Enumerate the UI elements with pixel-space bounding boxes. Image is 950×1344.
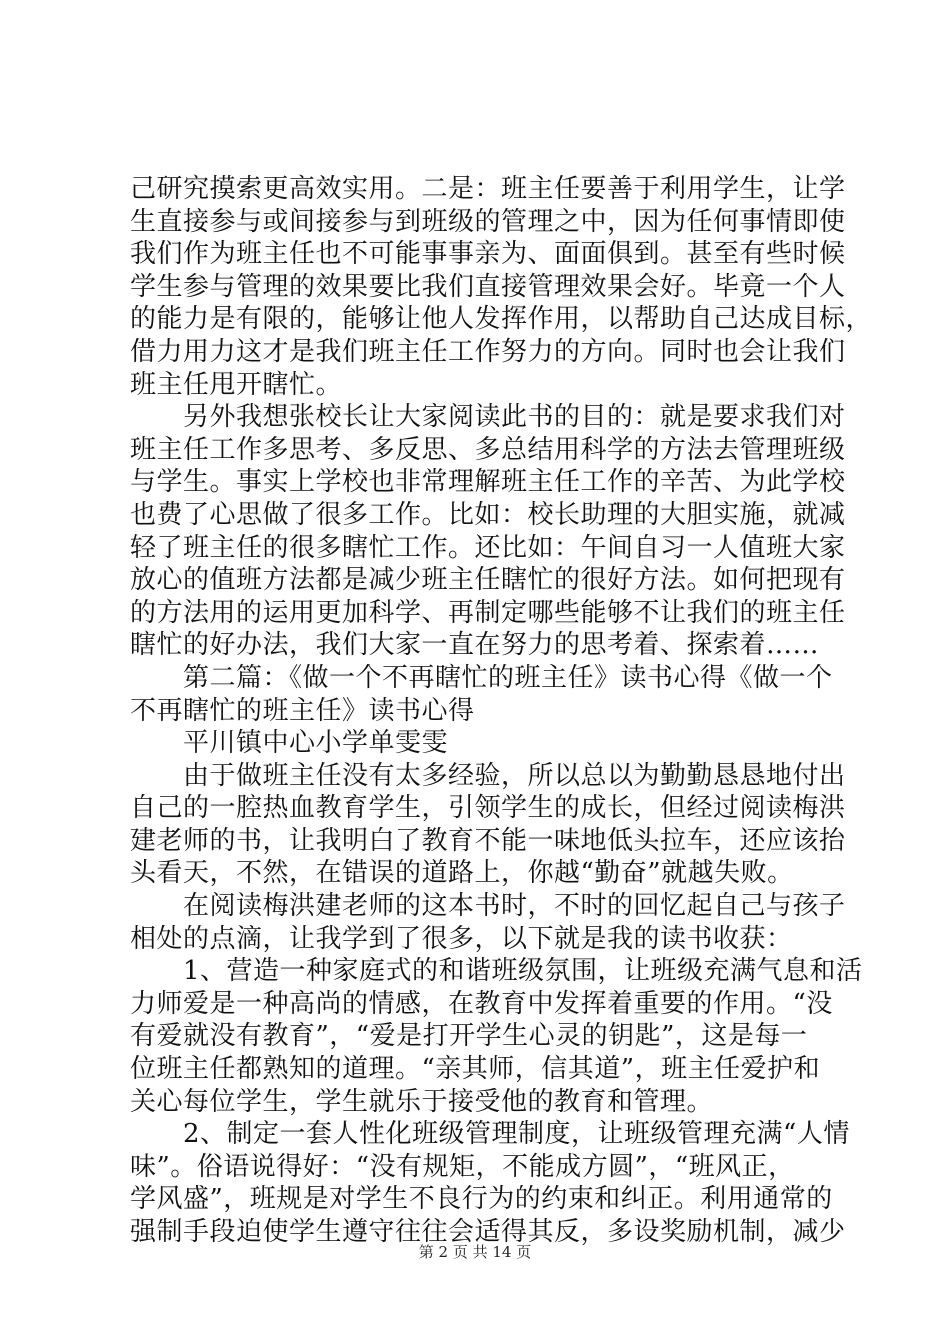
text-line: 班主任甩开瞎忙。: [130, 369, 343, 400]
text-line: 我们作为班主任也不可能事事亲为、面面俱到。甚至有些时候: [130, 239, 846, 270]
text-line: 己研究摸索更高效实用。二是：班主任要善于利用学生，让学: [130, 174, 846, 204]
text-line: 在阅读梅洪建老师的这本书时，不时的回忆起自己与孩子: [130, 891, 846, 922]
text-line: 强制手段迫使学生遵守往往会适得其反，多设奖励机制，减少: [130, 1217, 846, 1247]
page-footer: [0, 1240, 950, 1264]
text-line: 有爱就没有教育”，“爱是打开学生心灵的钥匙”，这是每一: [130, 1021, 808, 1052]
text-line: 学风盛”，班规是对学生不良行为的约束和纠正。利用通常的: [130, 1184, 833, 1215]
text-line: 借力用力这才是我们班主任工作努力的方向。同时也会让我们: [130, 336, 846, 367]
text-line: 关心每位学生，学生就乐于接受他的教育和管理。: [130, 1086, 714, 1117]
text-line: 与学生。事实上学校也非常理解班主任工作的辛苦、为此学校: [130, 467, 846, 498]
text-line: 另外我想张校长让大家阅读此书的目的：就是要求我们对: [130, 402, 846, 433]
text-line: 的方法用的运用更加科学、再制定哪些能够不让我们的班主任: [130, 597, 846, 628]
text-line: 也费了心思做了很多工作。比如：校长助理的大胆实施，就减: [130, 499, 846, 530]
text-line: 轻了班主任的很多瞎忙工作。还比如：午间自习一人值班大家: [130, 532, 846, 563]
text-line: 建老师的书，让我明白了教育不能一味地低头拉车，还应该抬: [130, 825, 846, 856]
text-line: 的能力是有限的，能够让他人发挥作用，以帮助自己达成目标，: [130, 304, 873, 335]
section-heading-line: 不再瞎忙的班主任》读书心得: [130, 695, 475, 726]
text-line: 1、营造一种家庭式的和谐班级氛围，让班级充满气息和活: [130, 956, 863, 987]
text-line: 2、制定一套人性化班级管理制度，让班级管理充满“人情: [130, 1119, 850, 1150]
text-line: 力师爱是一种高尚的情感，在教育中发挥着重要的作用。“没: [130, 988, 833, 1019]
document-body: [130, 173, 873, 1249]
text-line: 味”。俗语说得好：“没有规矩，不能成方圆”，“班风正，: [130, 1151, 795, 1182]
text-line: 自己的一腔热血教育学生，引领学生的成长，但经过阅读梅洪: [130, 793, 846, 824]
text-line: 生直接参与或间接参与到班级的管理之中，因为任何事情即使: [130, 206, 846, 237]
text-line: 头看天，不然，在错误的道路上，你越“勤奋”就越失败。: [130, 858, 794, 889]
text-line: 放心的值班方法都是减少班主任瞎忙的很好方法。如何把现有: [130, 565, 846, 596]
text-line: 由于做班主任没有太多经验，所以总以为勤勤恳恳地付出: [130, 760, 846, 791]
page-number: 第 2 页 共 14 页: [418, 1243, 532, 1261]
text-line: 班主任工作多思考、多反思、多总结用科学的方法去管理班级: [130, 434, 846, 465]
section-heading-line: 第二篇：《做一个不再瞎忙的班主任》读书心得《做一个: [130, 662, 833, 693]
text-line: 相处的点滴，让我学到了很多，以下就是我的读书收获：: [130, 923, 793, 954]
author-line: 平川镇中心小学单雯雯: [130, 728, 449, 759]
text-line: 瞎忙的好办法，我们大家一直在努力的思考着、探索着……: [130, 630, 820, 661]
text-line: 学生参与管理的效果要比我们直接管理效果会好。毕竟一个人: [130, 271, 846, 302]
text-line: 位班主任都熟知的道理。“亲其师，信其道”，班主任爱护和: [130, 1054, 821, 1085]
